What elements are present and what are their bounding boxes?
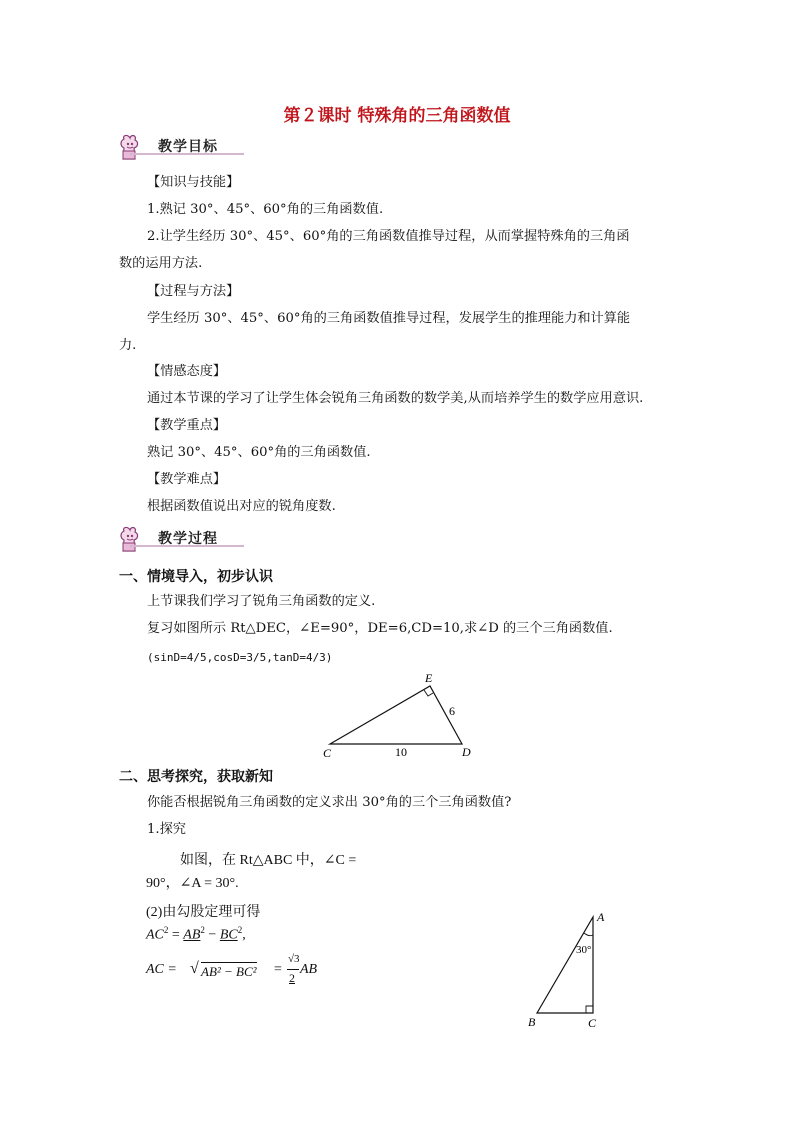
method-heading: 【过程与方法】: [147, 284, 240, 299]
part1-heading: 一、情境导入，初步认识: [119, 569, 273, 585]
triangle-dec-shape: [330, 686, 462, 744]
vertex-d-label: D: [462, 745, 471, 759]
eq2-radicand: AB² − BC²: [201, 964, 257, 979]
triangle-dec-figure: [315, 670, 485, 762]
eq2-tail: AB: [300, 962, 318, 977]
angle-label: 30°: [576, 944, 592, 956]
vertex-c-label: C: [588, 1016, 597, 1030]
knowledge-item-2-cont: 数的运用方法.: [119, 256, 203, 271]
eq1-minus: −: [208, 927, 217, 943]
eq1-ab: AB: [183, 927, 201, 943]
knowledge-heading: 【知识与技能】: [147, 175, 240, 190]
difficulty-text: 根据函数值说出对应的锐角度数.: [147, 499, 336, 514]
difficulty-heading: 【教学难点】: [147, 472, 227, 487]
method-text: 学生经历 30°、45°、60°角的三角函数值推导过程，发展学生的推理能力和计算能: [147, 311, 631, 326]
knowledge-item-2: 2.让学生经历 30°、45°、60°角的三角函数值推导过程，从而掌握特殊角的三角函: [147, 229, 630, 244]
eq1-bc: BC: [219, 927, 238, 943]
triangle-abc-figure: [520, 905, 610, 1035]
eq2-denominator: 2: [289, 971, 295, 985]
side-cd-label: 10: [395, 745, 407, 759]
sqrt-icon: √: [190, 960, 199, 977]
emotion-heading: 【情感态度】: [147, 364, 227, 379]
part2-heading: 二、思考探究，获取新知: [119, 769, 273, 785]
fraction-bar: [287, 969, 299, 970]
section-title: 教学过程: [158, 531, 218, 547]
vertex-b-label: B: [528, 1015, 536, 1029]
angle-arc: [584, 933, 593, 936]
vertex-a-label: A: [597, 910, 605, 924]
eq1-lhs: AC: [146, 927, 164, 943]
eq2-numerator: √3: [288, 953, 300, 965]
knowledge-item-1: 1.熟记 30°、45°、60°角的三角函数值.: [147, 202, 384, 217]
vertex-c-label: C: [323, 746, 332, 760]
part2-step2: (2)由勾股定理可得: [146, 905, 261, 920]
right-angle-mark: [424, 690, 433, 696]
key-text: 熟记 30°、45°、60°角的三角函数值.: [147, 445, 371, 460]
part1-line2: 复习如图所示 Rt△DEC，∠E=90°，DE=6,CD=10,求∠D 的三个三角函数值.: [147, 621, 613, 636]
section-header-goals: [118, 133, 244, 163]
part2-sentence-a: 如图，在 Rt△ABC 中，∠C =: [180, 853, 357, 868]
part2-question: 你能否根据锐角三角函数的定义求出 30°角的三个三角函数值?: [147, 795, 512, 810]
equation-pythagoras: $AC^2 = AB^2 - BC^2$,: [146, 925, 246, 943]
side-de-label: 6: [449, 704, 455, 718]
section-title: 教学目标: [158, 139, 218, 155]
emotion-text: 通过本节课的学习了让学生体会锐角三角函数的数学美,从而培养学生的数学应用意识.: [147, 391, 644, 406]
key-heading: 【教学重点】: [147, 418, 227, 433]
part2-explore: 1.探究: [147, 822, 186, 837]
part1-line1: 上节课我们学习了锐角三角函数的定义.: [147, 594, 376, 609]
triangle-abc-shape: [537, 917, 593, 1013]
right-angle-mark: [586, 1006, 593, 1013]
part1-answer: (sinD=4/5,cosD=3/5,tanD=4/3): [147, 651, 333, 664]
eq2-lhs: AC =: [146, 962, 177, 977]
part2-sentence-b: 90°，∠A = 30°.: [146, 876, 239, 891]
cartoon-mascot-icon: [118, 525, 158, 555]
cartoon-mascot-icon: [118, 133, 158, 163]
section-header-process: [118, 525, 244, 555]
vertex-e-label: E: [425, 671, 433, 685]
page-title: 第２课时 特殊角的三角函数值: [283, 106, 511, 126]
eq2-eq: =: [274, 962, 282, 977]
method-text-cont: 力.: [119, 338, 137, 353]
